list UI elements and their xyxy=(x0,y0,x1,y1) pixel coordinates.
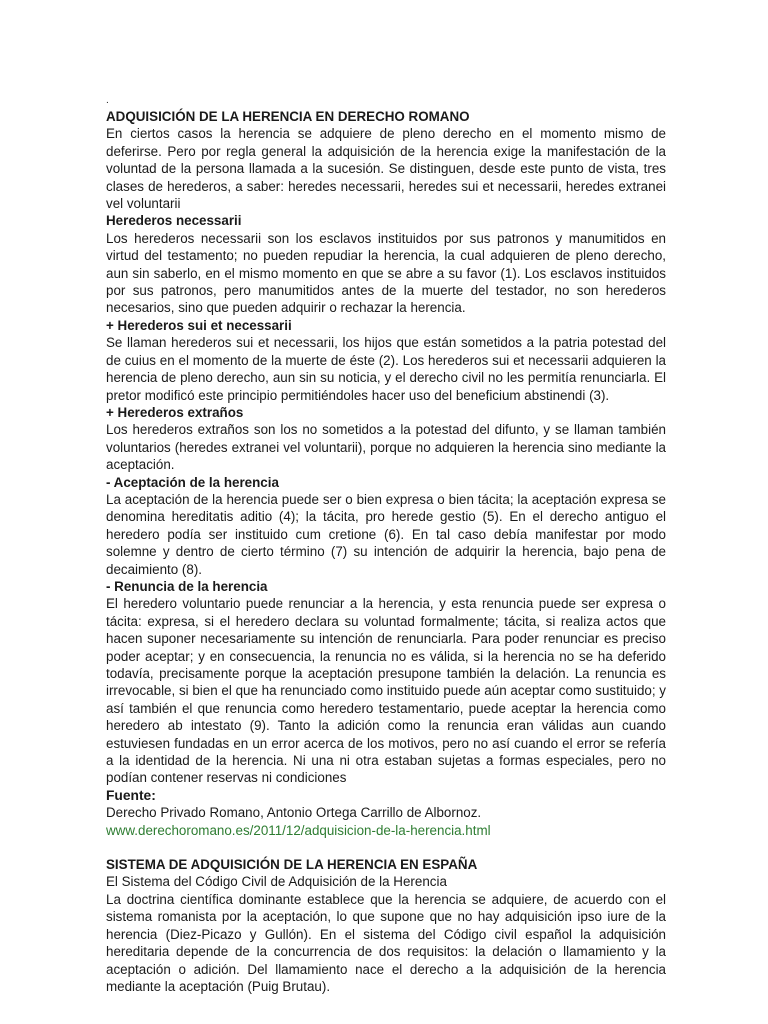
heading-renuncia: - Renuncia de la herencia xyxy=(106,578,268,594)
paragraph-renuncia: El heredero voluntario puede renunciar a la herencia, y esta renuncia puede ser expresa o tácita: expresa, si el heredero declara su voluntad formalmente; tácita, si realiza actos que hacen suponer necesariamente su intención de renunciarla. Para poder renunciar es preciso poder aceptar; y en consecuencia, la renuncia no es válida, si la herencia no se ha deferido todavía, precisamente porque la aceptación presupone también la delación. La renuncia es irrevocable, si bien el que ha renunciado como instituido puede aún aceptar como sustituido; y así también el que renuncia como heredero testamentario, puede aceptar la herencia como heredero ab intestato (9). Tanto la adición como la renuncia eran válidas aun cuando estuviesen fundadas en un error acerca de los motivos, pero no así cuando el error se refería a la identidad de la herencia. Ni una ni otra estaban sujetas a formas especiales, pero no podían contener reservas ni condiciones xyxy=(106,596,666,786)
heading-sui-necessarii: + Herederos sui et necessarii xyxy=(106,317,292,333)
paragraph-sui-necessarii: Se llaman herederos sui et necessarii, los hijos que están sometidos a la patria potestad del de cuius en el momento de la muerte de éste (2). Los herederos sui et necessarii adquieren la herencia de pleno derecho, aun sin su noticia, y el derecho civil no les permitía renunciarla. El pretor modificó este principio permitiéndoles hacer uso del beneficium abstinendi (3). xyxy=(106,335,666,403)
section-title-roman-law: ADQUISICIÓN DE LA HERENCIA EN DERECHO ROMANO xyxy=(106,109,470,124)
heading-extranos: + Herederos extraños xyxy=(106,404,244,420)
source-citation: Derecho Privado Romano, Antonio Ortega Carrillo de Albornoz. xyxy=(106,805,482,821)
paragraph-aceptacion: La aceptación de la herencia puede ser o bien expresa o bien tácita; la aceptación expresa se denomina hereditatis aditio (4); la tácita, pro herede gestio (5). En el derecho antiguo el heredero podía ser instituido cum cretione (6). En tal caso debía manifestar por modo solemne y dentro de cierto término (7) su intención de adquirir la herencia, bajo pena de decaimiento (8). xyxy=(106,491,666,577)
paragraph-intro: En ciertos casos la herencia se adquiere de pleno derecho en el momento mismo de deferirse. Pero por regla general la adquisición de la herencia exige la manifestación de la voluntad de la persona llamada a la sucesión. Se distinguen, desde este punto de vista, tres clases de herederos, a saber: heredes necessarii, heredes sui et necessarii, heredes extranei vel voluntarii xyxy=(106,126,666,212)
stray-dot: . xyxy=(106,95,109,106)
paragraph-necessarii: Los herederos necessarii son los esclavos instituidos por sus patronos y manumitidos en virtud del testamento; no pueden repudiar la herencia, la cual adquieren de pleno derecho, aun sin saberlo, en el mismo momento en que se abre a su favor (1). Los esclavos instituidos por sus patronos, pero manumitidos antes de la muerte del testador, no son herederos necesarios, sino que pueden adquirir o rechazar la herencia. xyxy=(106,230,666,316)
paragraph-doctrina: La doctrina científica dominante establece que la herencia se adquiere, de acuerdo con el sistema romanista por la aceptación, lo que supone que no hay adquisición ipso iure de la herencia (Diez-Picazo y Gullón). En el sistema del Código civil español la adquisición hereditaria depende de la concurrencia de dos requisitos: la delación o llamamiento y la aceptación o adición. Del llamamiento nace el derecho a la adquisición de la herencia mediante la aceptación (Puig Brutau). xyxy=(106,891,666,994)
document-body xyxy=(106,94,666,995)
source-link[interactable]: www.derechoromano.es/2011/12/adquisicion-de-la-herencia.html xyxy=(106,822,491,838)
heading-aceptacion: - Aceptación de la herencia xyxy=(106,474,279,490)
heading-necessarii: Herederos necessarii xyxy=(106,213,242,229)
section-title-spain: SISTEMA DE ADQUISICIÓN DE LA HERENCIA EN ESPAÑA xyxy=(106,857,478,873)
source-label: Fuente: xyxy=(106,787,156,803)
subtitle-codigo-civil: El Sistema del Código Civil de Adquisición de la Herencia xyxy=(106,874,447,890)
paragraph-extranos: Los herederos extraños son los no sometidos a la potestad del difunto, y se llaman también voluntarios (heredes extranei vel voluntarii), porque no adquieren la herencia sino mediante la aceptación. xyxy=(106,422,666,473)
section-spacer xyxy=(106,839,666,856)
